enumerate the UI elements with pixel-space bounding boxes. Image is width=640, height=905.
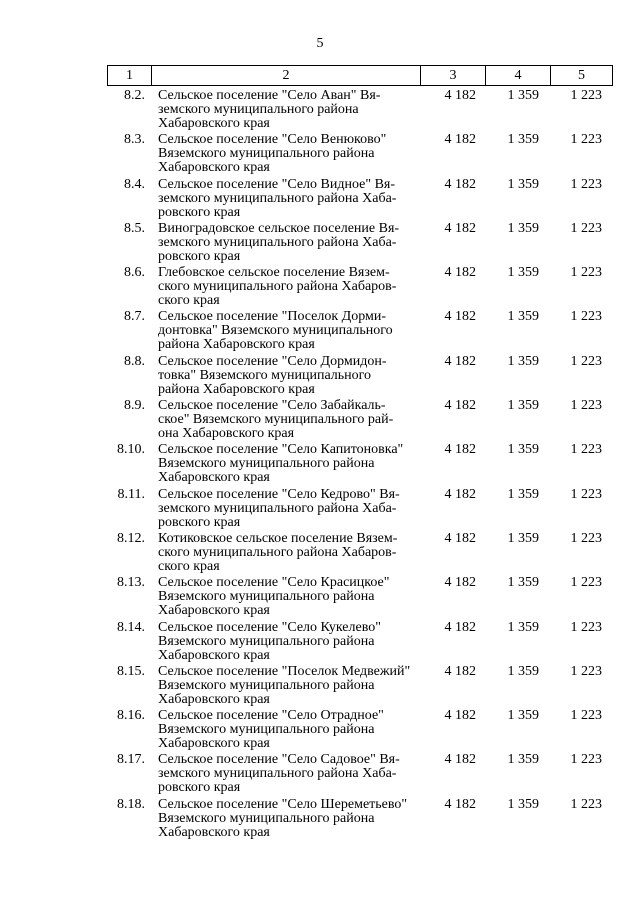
table-row bbox=[107, 222, 612, 266]
row-value-3: 4 182 bbox=[444, 796, 476, 812]
row-value-5: 1 223 bbox=[570, 88, 602, 103]
table-row bbox=[107, 89, 612, 133]
row-value-3: 4 182 bbox=[444, 88, 476, 103]
row-value-5: 1 223 bbox=[570, 442, 602, 458]
table-row bbox=[107, 133, 612, 177]
row-name: Котиковское сельское поселение Вязем- ского муниципального района Хабаров- ского края bbox=[158, 530, 398, 574]
row-value-5: 1 223 bbox=[570, 398, 602, 414]
row-name: Сельское поселение "Село Кедрово" Вя- земского муниципального района Хаба- ровского края bbox=[158, 486, 400, 530]
page-number: 5 bbox=[316, 36, 324, 51]
row-value-3: 4 182 bbox=[444, 353, 476, 369]
table-row bbox=[107, 576, 612, 620]
row-value-3: 4 182 bbox=[444, 220, 476, 236]
row-number: 8.9. bbox=[124, 398, 145, 414]
row-number: 8.4. bbox=[124, 176, 145, 192]
table-row bbox=[107, 266, 612, 310]
row-value-4: 1 359 bbox=[507, 752, 539, 768]
row-value-5: 1 223 bbox=[570, 486, 602, 502]
row-value-5: 1 223 bbox=[570, 265, 602, 281]
row-name: Сельское поселение "Село Венюково" Вяземского муниципального района Хабаровского края bbox=[158, 132, 387, 176]
row-value-4: 1 359 bbox=[507, 619, 539, 635]
row-number: 8.17. bbox=[117, 752, 145, 768]
row-value-5: 1 223 bbox=[570, 530, 602, 546]
table-row bbox=[107, 178, 612, 222]
row-number: 8.2. bbox=[124, 88, 145, 103]
row-value-5: 1 223 bbox=[570, 619, 602, 635]
row-name: Сельское поселение "Село Шереметьево" Вяземского муниципального района Хабаровского края bbox=[158, 796, 408, 840]
row-name: Сельское поселение "Село Капитоновка" Вяземского муниципального района Хабаровского края bbox=[158, 442, 404, 486]
table-row bbox=[107, 753, 612, 797]
row-number: 8.13. bbox=[117, 575, 145, 591]
row-number: 8.8. bbox=[124, 353, 145, 369]
row-number: 8.12. bbox=[117, 530, 145, 546]
row-value-4: 1 359 bbox=[507, 663, 539, 679]
table-row bbox=[107, 532, 612, 576]
row-value-4: 1 359 bbox=[507, 220, 539, 236]
row-value-4: 1 359 bbox=[507, 309, 539, 325]
row-value-3: 4 182 bbox=[444, 530, 476, 546]
row-number: 8.10. bbox=[117, 442, 145, 458]
row-value-3: 4 182 bbox=[444, 398, 476, 414]
row-value-4: 1 359 bbox=[507, 132, 539, 148]
row-name: Сельское поселение "Поселок Дорми- донтовка" Вяземского муниципального района Хабаровского края bbox=[158, 309, 393, 353]
table-row bbox=[107, 621, 612, 665]
row-value-5: 1 223 bbox=[570, 663, 602, 679]
row-value-3: 4 182 bbox=[444, 663, 476, 679]
row-value-5: 1 223 bbox=[570, 708, 602, 724]
row-name: Сельское поселение "Село Отрадное" Вяземского муниципального района Хабаровского края bbox=[158, 708, 384, 752]
row-number: 8.3. bbox=[124, 132, 145, 148]
row-value-3: 4 182 bbox=[444, 619, 476, 635]
row-value-4: 1 359 bbox=[507, 442, 539, 458]
table-row bbox=[107, 798, 612, 842]
table-row bbox=[107, 355, 612, 399]
row-value-5: 1 223 bbox=[570, 132, 602, 148]
row-value-4: 1 359 bbox=[507, 530, 539, 546]
row-value-5: 1 223 bbox=[570, 309, 602, 325]
row-value-4: 1 359 bbox=[507, 486, 539, 502]
row-number: 8.14. bbox=[117, 619, 145, 635]
row-name: Сельское поселение "Село Забайкаль- ское" Вяземского муниципального рай- она Хабаровского края bbox=[158, 398, 394, 442]
row-name: Сельское поселение "Село Дормидон- товка" Вяземского муниципального района Хабаровского края bbox=[158, 353, 387, 397]
column-header-4: 4 bbox=[486, 66, 551, 86]
row-name: Глебовское сельское поселение Вязем- ского муниципального района Хабаров- ского края bbox=[158, 265, 397, 309]
row-name: Сельское поселение "Село Садовое" Вя- земского муниципального района Хаба- ровского края bbox=[158, 752, 400, 796]
row-number: 8.18. bbox=[117, 796, 145, 812]
row-value-5: 1 223 bbox=[570, 796, 602, 812]
row-value-5: 1 223 bbox=[570, 176, 602, 192]
row-value-3: 4 182 bbox=[444, 752, 476, 768]
table-row bbox=[107, 310, 612, 354]
row-number: 8.6. bbox=[124, 265, 145, 281]
row-name: Сельское поселение "Село Кукелево" Вяземского муниципального района Хабаровского края bbox=[158, 619, 381, 663]
row-name: Сельское поселение "Село Красицкое" Вяземского муниципального района Хабаровского края bbox=[158, 575, 390, 619]
row-value-3: 4 182 bbox=[444, 442, 476, 458]
column-header-5: 5 bbox=[551, 66, 613, 86]
row-value-3: 4 182 bbox=[444, 132, 476, 148]
table-row bbox=[107, 665, 612, 709]
table-header bbox=[107, 65, 613, 86]
row-value-4: 1 359 bbox=[507, 88, 539, 103]
row-value-4: 1 359 bbox=[507, 176, 539, 192]
row-value-3: 4 182 bbox=[444, 486, 476, 502]
row-name: Сельское поселение "Село Видное" Вя- земского муниципального района Хаба- ровского края bbox=[158, 176, 397, 220]
row-value-4: 1 359 bbox=[507, 353, 539, 369]
table-body bbox=[107, 89, 612, 842]
table-row bbox=[107, 399, 612, 443]
row-value-5: 1 223 bbox=[570, 220, 602, 236]
row-value-3: 4 182 bbox=[444, 309, 476, 325]
row-number: 8.15. bbox=[117, 663, 145, 679]
row-value-3: 4 182 bbox=[444, 575, 476, 591]
row-name: Сельское поселение "Поселок Медвежий" Вяземского муниципального района Хабаровского края bbox=[158, 663, 411, 707]
row-number: 8.5. bbox=[124, 220, 145, 236]
row-value-4: 1 359 bbox=[507, 708, 539, 724]
row-value-4: 1 359 bbox=[507, 796, 539, 812]
table-row bbox=[107, 443, 612, 487]
row-value-4: 1 359 bbox=[507, 398, 539, 414]
row-value-5: 1 223 bbox=[570, 752, 602, 768]
row-value-3: 4 182 bbox=[444, 708, 476, 724]
row-value-4: 1 359 bbox=[507, 575, 539, 591]
table-row bbox=[107, 488, 612, 532]
row-value-5: 1 223 bbox=[570, 575, 602, 591]
row-number: 8.11. bbox=[117, 486, 145, 502]
table-row bbox=[107, 709, 612, 753]
row-value-3: 4 182 bbox=[444, 176, 476, 192]
row-value-4: 1 359 bbox=[507, 265, 539, 281]
row-value-5: 1 223 bbox=[570, 353, 602, 369]
column-header-3: 3 bbox=[421, 66, 486, 86]
row-value-3: 4 182 bbox=[444, 265, 476, 281]
column-header-1: 1 bbox=[108, 66, 152, 86]
row-name: Виноградовское сельское поселение Вя- земского муниципального района Хаба- ровского края bbox=[158, 220, 400, 264]
row-name: Сельское поселение "Село Аван" Вя- земского муниципального района Хабаровского края bbox=[158, 88, 381, 131]
row-number: 8.7. bbox=[124, 309, 145, 325]
row-number: 8.16. bbox=[117, 708, 145, 724]
column-header-2: 2 bbox=[152, 66, 421, 86]
